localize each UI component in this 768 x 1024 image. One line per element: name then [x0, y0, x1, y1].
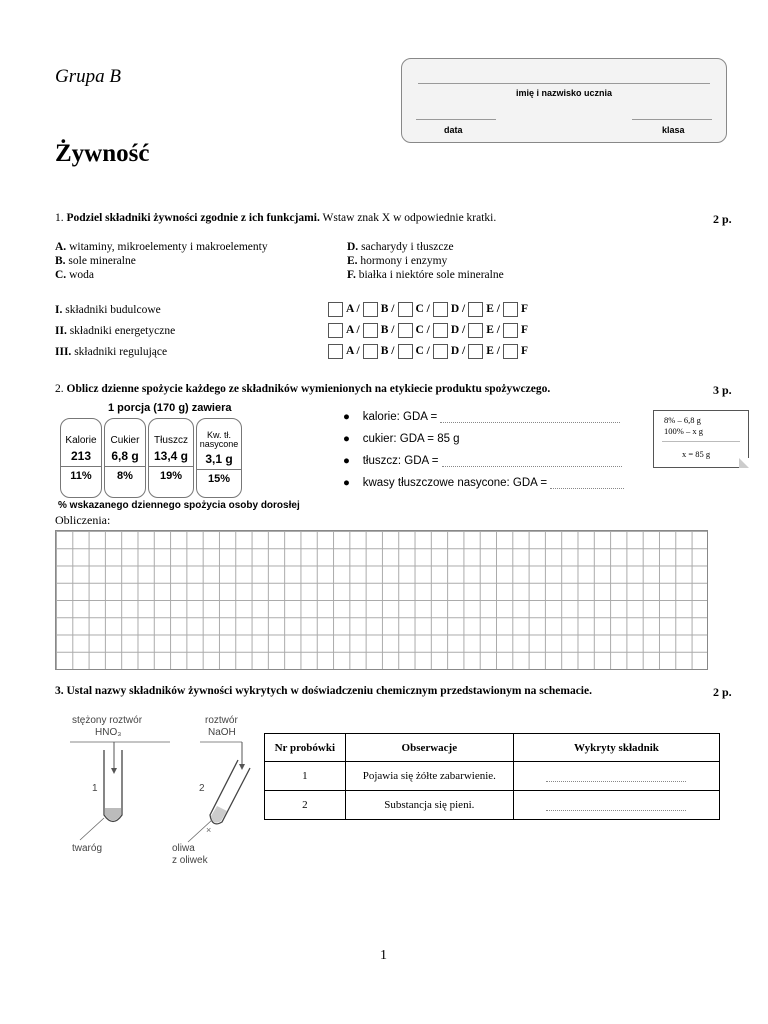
checkbox-label: B /: [380, 345, 395, 358]
q2-points: 3 p.: [713, 383, 732, 397]
q1-row-1-checkboxes: [325, 302, 528, 317]
checkbox-row-3-f[interactable]: [503, 344, 518, 359]
date-label: data: [444, 125, 463, 135]
row-1-observation: Pojawia się żółte zabarwienie.: [345, 762, 513, 791]
gda-cukier: ● cukier: GDA = 85 g: [343, 433, 460, 445]
checkbox-row-2-a[interactable]: [328, 323, 343, 338]
checkbox-row-1-e[interactable]: [468, 302, 483, 317]
checkbox-row-2-f[interactable]: [503, 323, 518, 338]
checkbox-label: B /: [380, 324, 395, 337]
note-line-1: 8% – 6,8 g: [664, 415, 701, 425]
q1-bold-text: Podziel składniki żywności zgodnie z ich funkcjami.: [66, 212, 320, 224]
q1-option-c: C. woda: [55, 269, 94, 281]
calculation-grid[interactable]: [55, 530, 708, 670]
checkbox-label: C /: [415, 303, 430, 316]
gda-list: [343, 411, 624, 499]
q1-text: Wstaw znak X w odpowiednie kratki.: [319, 212, 497, 224]
checkbox-row-3-a[interactable]: [328, 344, 343, 359]
checkbox-row-3-d[interactable]: [433, 344, 448, 359]
checkbox-row-3-e[interactable]: [468, 344, 483, 359]
gda-kalorie-answer[interactable]: [440, 422, 620, 423]
tube2-reagent-label: roztwór: [205, 715, 238, 726]
checkbox-label: D /: [450, 303, 466, 316]
q1-row-2-label: II. składniki energetyczne: [55, 325, 176, 337]
q1-points: 2 p.: [713, 212, 732, 226]
q3-number: 3.: [55, 685, 64, 697]
checkbox-row-2-d[interactable]: [433, 323, 448, 338]
checkbox-label: F: [521, 303, 529, 316]
q1-option-e: E. hormony i enzymy: [347, 255, 448, 267]
checkbox-label: B /: [380, 303, 395, 316]
calc-label: Obliczenia:: [55, 513, 111, 527]
q1-row-1-label: I. składniki budulcowe: [55, 304, 161, 316]
gda-tluszcz-answer[interactable]: [442, 466, 622, 467]
checkbox-row-2-c[interactable]: [398, 323, 413, 338]
checkbox-label: E /: [486, 324, 500, 337]
checkbox-row-1-a[interactable]: [328, 302, 343, 317]
header-observations: Obserwacje: [345, 734, 513, 762]
gda-kwasy-answer[interactable]: [550, 488, 624, 489]
q1-number: 1.: [55, 212, 64, 224]
observation-table: [264, 733, 720, 820]
checkbox-row-1-b[interactable]: [363, 302, 378, 317]
note-line-2: 100% – x g: [664, 426, 703, 436]
row-1-number: 1: [265, 762, 346, 791]
tube2-number: 2: [199, 783, 205, 794]
header-tube-number: Nr probówki: [265, 734, 346, 762]
q2-number: 2.: [55, 383, 64, 395]
nutrition-label: [60, 418, 244, 498]
q1-row-3-label: III. składniki regulujące: [55, 346, 168, 358]
checkbox-label: D /: [450, 345, 466, 358]
nutrition-label-footer: % wskazanego dziennego spożycia osoby dorosłej: [58, 500, 300, 511]
tube1-substance-label: twaróg: [72, 843, 103, 854]
q1-row-2-checkboxes: [325, 323, 528, 338]
checkbox-row-3-b[interactable]: [363, 344, 378, 359]
q1-prompt: [55, 212, 695, 224]
checkbox-label: E /: [486, 303, 500, 316]
page-number: 1: [380, 948, 387, 963]
checkbox-row-1-f[interactable]: [503, 302, 518, 317]
checkbox-label: D /: [450, 324, 466, 337]
tube1-formula: HNO₃: [95, 727, 122, 738]
q1-option-f: F. białka i niektóre sole mineralne: [347, 269, 504, 281]
checkbox-row-3-c[interactable]: [398, 344, 413, 359]
tube1-number: 1: [92, 783, 98, 794]
row-2-observation: Substancja się pieni.: [345, 791, 513, 820]
nutrition-item-cukier: Cukier 6,8 g 8%: [104, 418, 146, 498]
hint-note: [653, 410, 749, 468]
nutrition-item-tluszcz: Tłuszcz 13,4 g 19%: [148, 418, 194, 498]
tube2-formula: NaOH: [208, 727, 236, 738]
checkbox-label: E /: [486, 345, 500, 358]
checkbox-label: F: [521, 324, 529, 337]
row-1-answer-cell[interactable]: [513, 762, 719, 791]
student-info-box: [401, 58, 727, 143]
checkbox-label: A /: [346, 324, 360, 337]
checkbox-row-1-c[interactable]: [398, 302, 413, 317]
note-line-3: x = 85 g: [682, 449, 711, 459]
tube2-arrowhead: [239, 764, 245, 770]
note-corner-fold: [739, 458, 749, 468]
student-name-label: imię i nazwisko ucznia: [515, 88, 613, 98]
tube2-substance-label-1: oliwa: [172, 843, 195, 854]
nutrition-label-heading: 1 porcja (170 g) zawiera: [108, 402, 232, 414]
q2-bold-text: Oblicz dzienne spożycie każdego ze składników wymienionych na etykiecie produktu spożywczego.: [66, 383, 551, 395]
gda-kalorie: ● kalorie: GDA =: [343, 411, 624, 433]
q3-bold-text: Ustal nazwy składników żywności wykrytych w doświadczeniu chemicznym przedstawionym na schemacie.: [66, 685, 592, 697]
q1-row-3-checkboxes: [325, 344, 528, 359]
checkbox-label: F: [521, 345, 529, 358]
row-2-number: 2: [265, 791, 346, 820]
q1-options-right: [347, 240, 504, 282]
q1-option-d: D. sacharydy i tłuszcze: [347, 241, 454, 253]
tube1-arrowhead: [111, 768, 117, 774]
checkbox-label: A /: [346, 303, 360, 316]
nutrition-item-kwasy: Kw. tł. nasycone 3,1 g 15%: [196, 418, 242, 498]
q1-option-a: A. witaminy, mikroelementy i makroelementy: [55, 241, 268, 253]
q3-prompt: [55, 685, 705, 697]
gda-kwasy: ● kwasy tłuszczowe nasycone: GDA =: [343, 477, 624, 499]
experiment-diagram: [60, 730, 260, 850]
class-label: klasa: [662, 125, 685, 135]
checkbox-label: C /: [415, 324, 430, 337]
group-label: Grupa B: [55, 66, 121, 87]
table-row: [265, 762, 720, 791]
page-title: Żywność: [55, 140, 150, 167]
tube2-cross-mark: ×: [206, 825, 212, 835]
tube2-substance-label-2: z oliwek: [172, 855, 208, 866]
checkbox-row-2-e[interactable]: [468, 323, 483, 338]
gda-tluszcz: ● tłuszcz: GDA =: [343, 455, 624, 477]
q1-option-b: B. sole mineralne: [55, 255, 136, 267]
header-detected-component: Wykryty składnik: [513, 734, 719, 762]
checkbox-label: A /: [346, 345, 360, 358]
q3-points: 2 p.: [713, 685, 732, 699]
table-row: [265, 791, 720, 820]
table-header-row: [265, 734, 720, 762]
q2-prompt: [55, 383, 705, 395]
checkbox-row-2-b[interactable]: [363, 323, 378, 338]
row-2-answer-cell[interactable]: [513, 791, 719, 820]
q1-options-left: [55, 240, 268, 282]
nutrition-item-kalorie: Kalorie 213 11%: [60, 418, 102, 498]
tube1-reagent-label: stężony roztwór: [72, 715, 143, 726]
tube1-pointer: [80, 818, 104, 840]
checkbox-row-1-d[interactable]: [433, 302, 448, 317]
checkbox-label: C /: [415, 345, 430, 358]
